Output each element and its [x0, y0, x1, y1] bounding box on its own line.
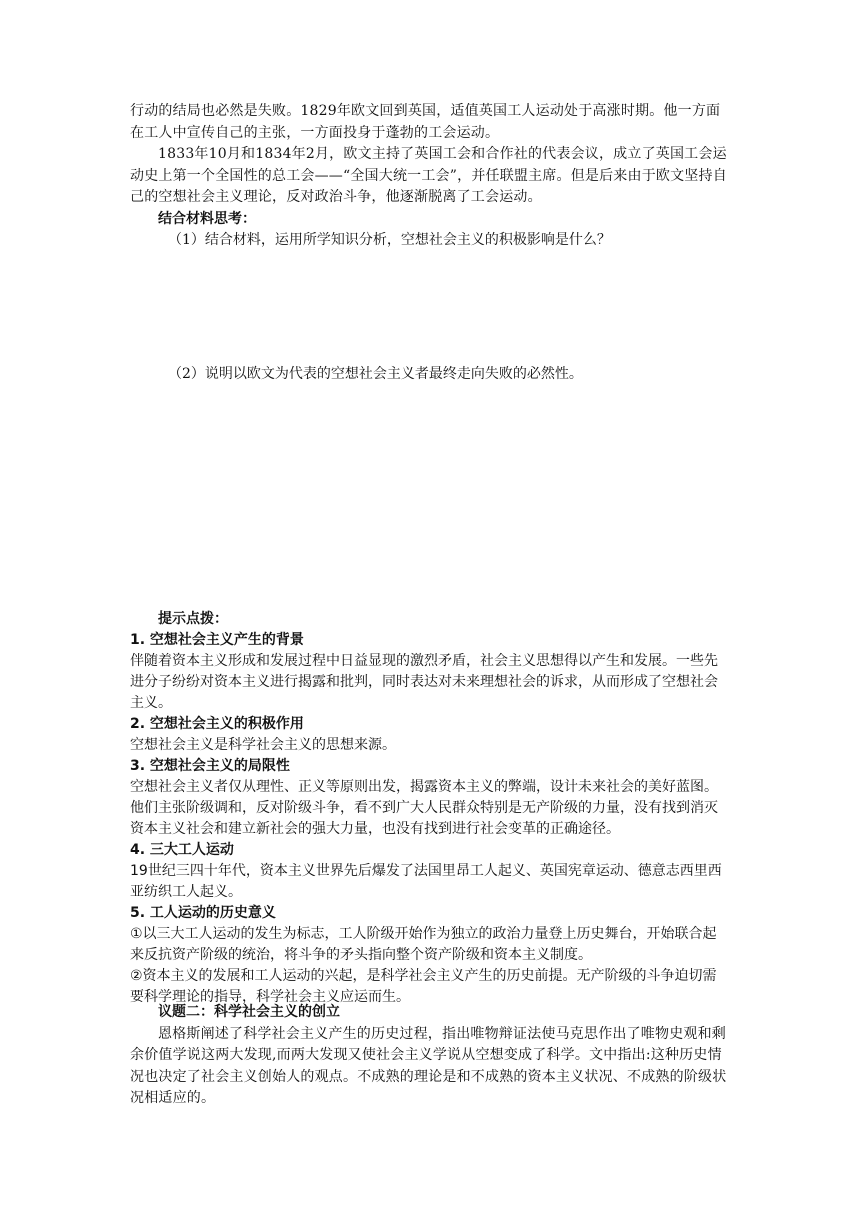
topic2-section	[130, 1002, 730, 1110]
question-2-block	[130, 364, 730, 386]
think-title: 结合材料思考：	[158, 210, 256, 227]
topic2-text: 恩格斯阐述了科学社会主义产生的历史过程，指出唯物辩证法使马克思作出了唯物史观和剩余价值学说这两大发现,而两大发现又使社会主义学说从空想变成了科学。文中指出:这种历史情况也决定了社会主义创始人的观点。不成熟的理论是和不成熟的资本主义状况、不成熟的阶级状况相适应的。	[130, 1025, 727, 1106]
hints-title: 提示点拨：	[158, 611, 228, 627]
material-section	[130, 101, 730, 252]
hint-heading-3: 3. 空想社会主义的局限性	[130, 758, 290, 774]
material-paragraph-1: 行动的结局也必然是失败。1829年欧文回到英国，适值英国工人运动处于高涨时期。他一方面在工人中宣传自己的主张，一方面投身于蓬勃的工会运动。	[130, 103, 721, 141]
material-paragraph-2: 1833年10月和1834年2月，欧文主持了英国工会和合作社的代表会议，成立了英国工会运动史上第一个全国性的总工会——“全国大统一工会”，并任联盟主席。但是后来由于欧文坚持自己的空想社会主义理论，反对政治斗争，他逐渐脱离了工会运动。	[130, 146, 727, 205]
hint-heading-2: 2. 空想社会主义的积极作用	[130, 716, 304, 732]
hints-section	[130, 609, 730, 1008]
hint-text-3: 空想社会主义者仅从理性、正义等原则出发，揭露资本主义的弊端，设计未来社会的美好蓝图。他们主张阶级调和，反对阶级斗争，看不到广大人民群众特别是无产阶级的力量，没有找到消灭资本主义社会和建立新社会的强大力量，也没有找到进行社会变革的正确途径。	[130, 779, 718, 837]
hint-heading-5: 5. 工人运动的历史意义	[130, 905, 276, 921]
hint-heading-1: 1. 空想社会主义产生的背景	[130, 632, 304, 648]
hint-text-2: 空想社会主义是科学社会主义的思想来源。	[130, 737, 396, 753]
question-2: （2）说明以欧文为代表的空想社会主义者最终走向失败的必然性。	[168, 366, 583, 382]
hint-text-5a: ①以三大工人运动的发生为标志，工人阶级开始作为独立的政治力量登上历史舞台，开始联合起来反抗资产阶级的统治，将斗争的矛头指向整个资产阶级和资本主义制度。	[130, 926, 717, 963]
hint-heading-4: 4. 三大工人运动	[130, 842, 234, 858]
question-1: （1）结合材料，运用所学知识分析，空想社会主义的积极影响是什么？	[168, 232, 611, 248]
topic2-title: 议题二：科学社会主义的创立	[158, 1004, 340, 1020]
hint-text-4: 19世纪三四十年代，资本主义世界先后爆发了法国里昂工人起义、英国宪章运动、德意志西里西亚纺织工人起义。	[130, 863, 722, 900]
hint-text-1: 伴随着资本主义形成和发展过程中日益显现的激烈矛盾，社会主义思想得以产生和发展。一些先进分子纷纷对资本主义进行揭露和批判，同时表达对未来理想社会的诉求，从而形成了空想社会主义。	[130, 653, 718, 711]
hint-text-5b: ②资本主义的发展和工人运动的兴起，是科学社会主义产生的历史前提。无产阶级的斗争迫切需要科学理论的指导，科学社会主义应运而生。	[130, 968, 717, 1005]
